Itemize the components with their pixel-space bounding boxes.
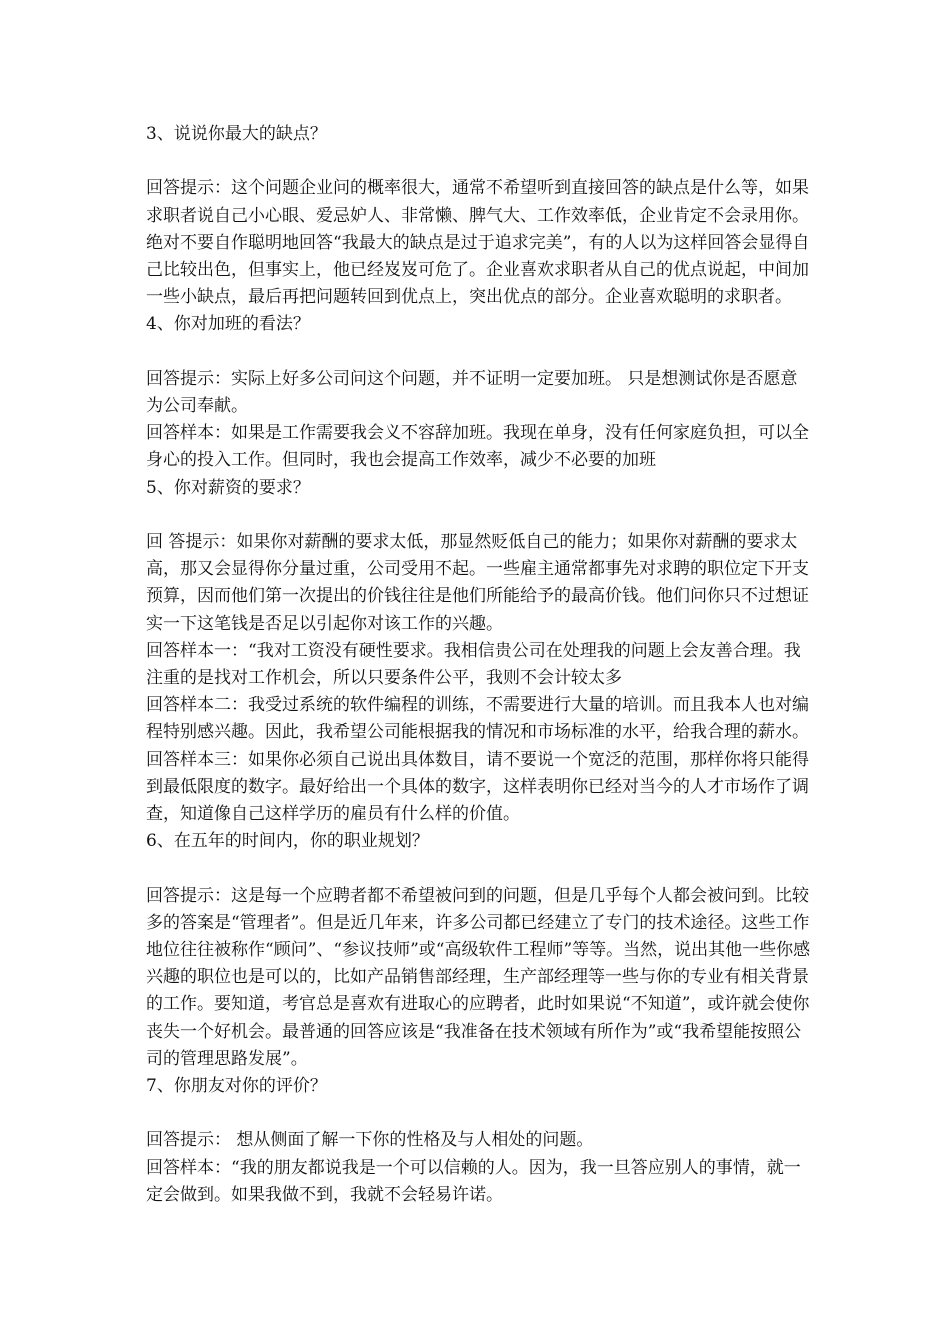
question-3: 3、说说你最大的缺点？ [146,124,327,144]
question-4: 4、你对加班的看法？ [146,314,310,335]
answer-hint-5: 回 答提示：如果你对薪酬的要求太低，那显然贬低自己的能力；如果你对薪酬的要求太高，那又会显得你分量过重，公司受用不起。一些雇主通常都事先对求聘的职位定下开支预算，因而他们第一次提出的价钱往往是他们所能给予的最高价钱。他们问你只不过想证实一下这笔钱是否足以引起你对该工作的兴趣。 [146,532,809,634]
blank-line [146,148,812,175]
blank-line [146,855,812,882]
answer-sample-5-2: 回答样本二：我受过系统的软件编程的训练，不需要进行大量的培训。而且我本人也对编程特别感兴趣。因此，我希望公司能根据我的情况和市场标准的水平，给我合理的薪水。 [146,695,809,743]
answer-sample-5-3: 回答样本三：如果你必须自己说出具体数目，请不要说一个宽泛的范围，那样你将只能得到最低限度的数字。最好给出一个具体的数字，这样表明你已经对当今的人才市场作了调查，知道像自己这样学历的雇员有什么样的价值。 [146,749,809,825]
answer-hint-6: 回答提示：这是每一个应聘者都不希望被问到的问题，但是几乎每个人都会被问到。比较多的答案是“管理者”。但是近几年来，许多公司都已经建立了专门的技术途径。这些工作地位往往被称作“顾问”、“参议技师”或“高级软件工程师”等等。当然，说出其他一些你感兴趣的职位也是可以的，比如产品销售部经理，生产部经理等一些与你的专业有相关背景的工作。要知道，考官总是喜欢有进取心的应聘者，此时如果说“不知道”，或许就会使你丧失一个好机会。最普通的回答应该是“我准备在技术领域有所作为”或“我希望能按照公司的管理思路发展”。 [146,885,811,1069]
blank-line [146,1100,812,1127]
question-6: 6、在五年的时间内，你的职业规划？ [146,831,429,852]
blank-line [146,502,812,529]
question-7: 7、你朋友对你的评价？ [146,1076,327,1097]
question-5: 5、你对薪资的要求？ [146,477,310,498]
answer-hint-3: 回答提示：这个问题企业问的概率很大，通常不希望听到直接回答的缺点是什么等，如果求职者说自己小心眼、爱忌妒人、非常懒、脾气大、工作效率低，企业肯定不会录用你。绝对不要自作聪明地回答“我最大的缺点是过于追求完美”，有的人以为这样回答会显得自己比较出色，但事实上，他已经岌岌可危了。企业喜欢求职者从自己的优点说起，中间加一些小缺点，最后再把问题转回到优点上，突出优点的部分。企业喜欢聪明的求职者。 [146,178,810,308]
answer-sample-7: 回答样本：“我的朋友都说我是一个可以信赖的人。因为，我一旦答应别人的事情，就一定会做到。如果我做不到，我就不会轻易许诺。 [146,1157,801,1205]
answer-hint-7: 回答提示： 想从侧面了解一下你的性格及与人相处的问题。 [146,1130,594,1151]
answer-hint-4: 回答提示：实际上好多公司问这个问题，并不证明一定要加班。 只是想测试你是否愿意为公司奉献。 [146,368,798,416]
blank-line [146,339,812,366]
document-page [146,121,812,1209]
answer-sample-5-1: 回答样本一：“我对工资没有硬性要求。我相信贵公司在处理我的问题上会友善合理。我注重的是找对工作机会，所以只要条件公平，我则不会计较太多 [146,640,801,689]
answer-sample-4: 回答样本：如果是工作需要我会义不容辞加班。我现在单身，没有任何家庭负担，可以全身心的投入工作。但同时，我也会提高工作效率，减少不必要的加班 [146,423,809,471]
